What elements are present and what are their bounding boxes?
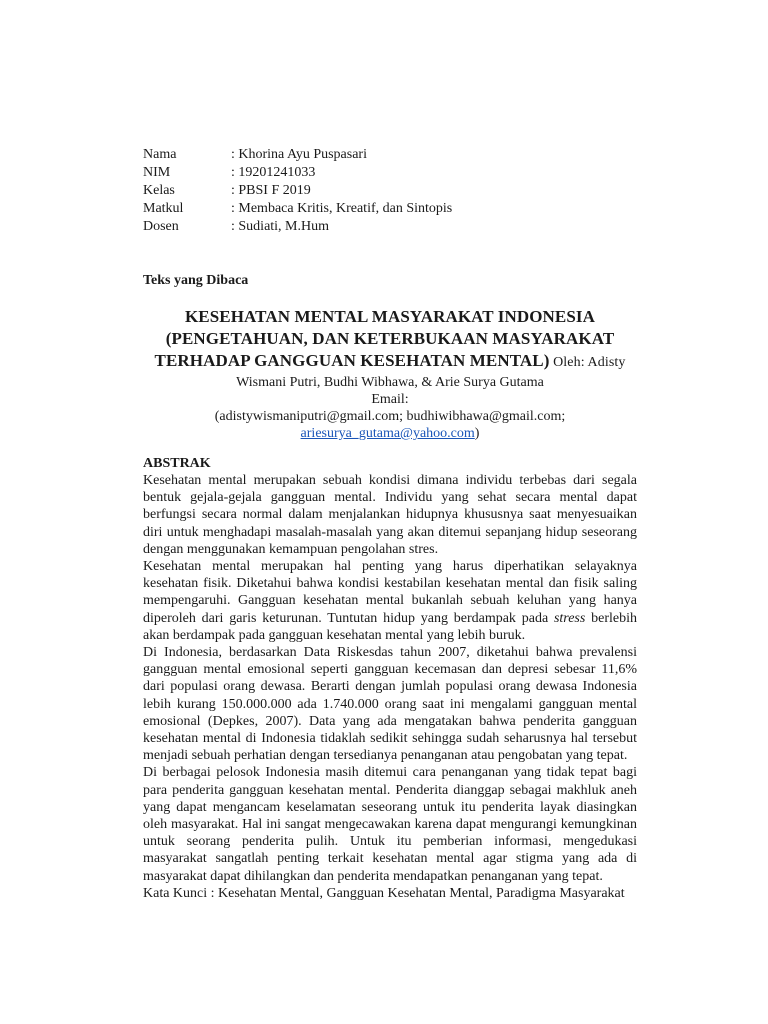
info-value: : PBSI F 2019	[231, 183, 311, 198]
info-label: Matkul	[143, 201, 184, 216]
email-line-2	[143, 425, 637, 442]
abstract-paragraph	[143, 558, 637, 644]
paragraph-text: Kesehatan mental merupakan hal penting yang harus diperhatikan selayaknya kesehatan fisik. Diketahui bahwa kondisi kestabilan kesehatan mental dan fisik saling mempengaruhi. Gangguan kesehatan mental bukanlah sebuah keluhan yang hanya diperoleh dari garis keturunan. Tuntutan hidup yang berdampak pada	[143, 559, 637, 626]
info-row-nim	[143, 164, 452, 182]
info-label: Nama	[143, 147, 177, 162]
abstract-heading: ABSTRAK	[143, 456, 211, 471]
abstract-paragraph: Di Indonesia, berdasarkan Data Riskesdas tahun 2007, diketahui bahwa prevalensi gangguan mental emosional seperti gangguan kecemasan dan depresi sebesar 11,6% dari populasi orang dewasa. Berarti dengan jumlah populasi orang dewasa Indonesia lebih kurang 150.000.000 ada 1.740.000 orang saat ini mengalami gangguan mental emosional (Depkes, 2007). Data yang ada mengatakan bahwa penderita gangguan kesehatan mental di Indonesia tidaklah sedikit sehingga sudah seharusnya hal tersebut menjadi sebuah perhatian dengan tersedianya penanganan atau pengobatan yang tepat.	[143, 645, 637, 764]
article-title-line: (PENGETAHUAN, DAN KETERBUKAAN MASYARAKAT	[165, 329, 615, 348]
author-names: Wismani Putri, Budhi Wibhawa, & Arie Surya Gutama	[236, 375, 544, 390]
emphasis-text: stress	[553, 610, 586, 626]
email-close-paren: )	[474, 426, 480, 441]
abstract-body	[143, 472, 637, 902]
info-label: NIM	[143, 165, 171, 180]
info-row-nama	[143, 146, 452, 164]
article-title-line	[143, 350, 637, 374]
info-label: Kelas	[143, 183, 175, 198]
student-info-block	[143, 146, 452, 236]
keywords-line: Kata Kunci : Kesehatan Mental, Gangguan Kesehatan Mental, Paradigma Masyarakat	[143, 885, 625, 901]
info-row-kelas	[143, 182, 452, 200]
section-label: Teks yang Dibaca	[143, 273, 249, 288]
article-header	[143, 306, 637, 442]
paragraph-text: berlebih akan berdampak pada gangguan kesehatan mental yang lebih buruk.	[143, 610, 638, 643]
email-addresses: (adistywismaniputri@gmail.com; budhiwibhawa@gmail.com;	[214, 409, 566, 424]
info-value: : Membaca Kritis, Kreatif, dan Sintopis	[231, 201, 453, 216]
abstract-paragraph: Di berbagai pelosok Indonesia masih ditemui cara penanganan yang tidak tepat bagi para penderita gangguan kesehatan mental. Penderita dianggap sebagai makhluk aneh yang dapat mengancam keselamatan seseorang untuk itu penderita layak diasingkan oleh masyarakat. Hal ini sangat mengecawakan karena dapat mengurangi kemungkinan untuk seorang penderita pulih. Untuk itu pemberian informasi, mengedukasi masyarakat sangatlah penting terkait kesehatan mental agar stigma yang ada di masyarakat dapat dihilangkan dan penderita mendapatkan penanganan yang tepat.	[143, 765, 637, 884]
author-prefix: Oleh: Adisty	[549, 355, 626, 370]
info-value: : Khorina Ayu Puspasari	[231, 147, 367, 162]
article-title-line: KESEHATAN MENTAL MASYARAKAT INDONESIA	[184, 307, 596, 326]
abstract-paragraph: Kesehatan mental merupakan sebuah kondisi dimana individu terbebas dari segala bentuk gejala-gejala gangguan mental. Individu yang sehat secara mental dapat berfungsi secara normal dalam menjalankan hidupnya khususnya saat menyesuaikan diri untuk menghadapi masalah-masalah yang akan ditemui sepanjang hidup seseorang dengan menggunakan kemampuan pengolahan stres.	[143, 473, 637, 557]
info-row-matkul	[143, 200, 452, 218]
article-title-line-text: TERHADAP GANGGUAN KESEHATAN MENTAL)	[154, 351, 550, 370]
info-value: : 19201241033	[231, 165, 316, 180]
email-link[interactable]: ariesurya_gutama@yahoo.com	[300, 426, 475, 441]
info-value: : Sudiati, M.Hum	[231, 219, 330, 234]
info-row-dosen	[143, 218, 452, 236]
email-label: Email:	[371, 392, 409, 407]
info-label: Dosen	[143, 219, 179, 234]
